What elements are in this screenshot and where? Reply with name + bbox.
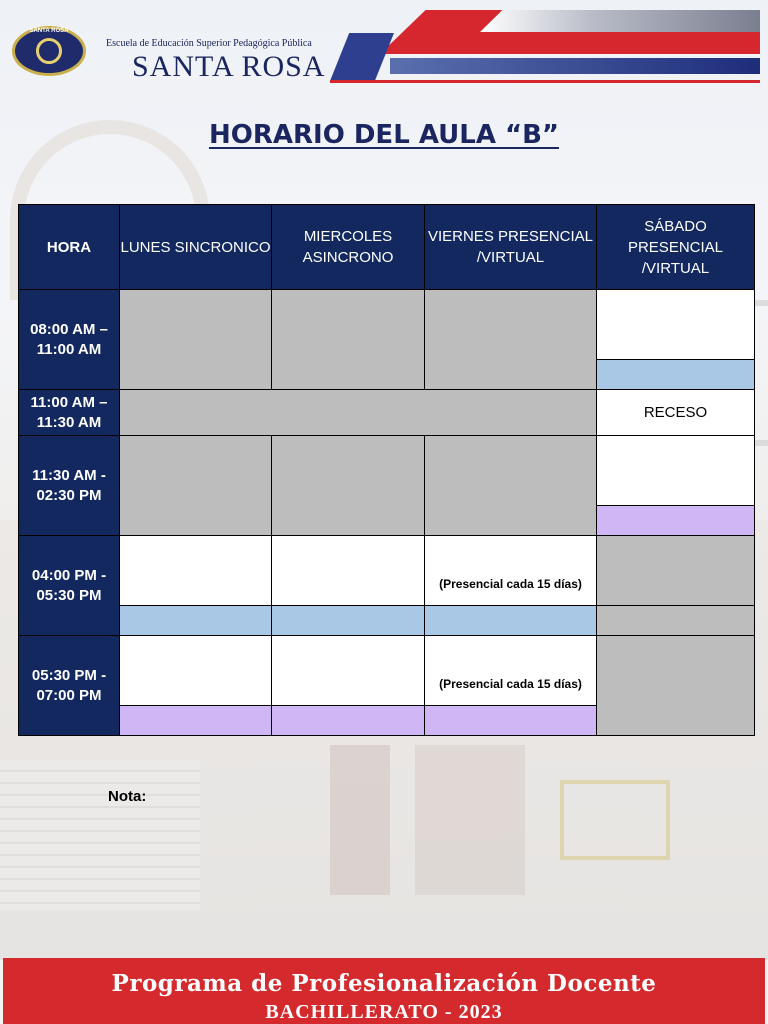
nota-label: Nota: <box>108 788 147 805</box>
hora-cell: 11:30 AM - 02:30 PM <box>19 436 120 536</box>
table-row <box>19 390 755 436</box>
page-title: HORARIO DEL AULA “B” <box>209 120 559 150</box>
slot-cell <box>597 636 755 736</box>
slot-cell <box>425 436 597 536</box>
slot-cell <box>120 636 272 706</box>
slot-cell <box>120 436 272 536</box>
slot-cell <box>120 706 272 736</box>
footer-year: BACHILLERATO - 2023 <box>265 1001 503 1023</box>
slot-cell <box>120 536 272 606</box>
schedule-table <box>18 204 755 736</box>
table-row <box>19 436 755 506</box>
slot-cell <box>272 436 425 536</box>
hora-cell: 08:00 AM – 11:00 AM <box>19 290 120 390</box>
slot-cell <box>597 606 755 636</box>
school-name: SANTA ROSA <box>132 50 326 83</box>
receso-block <box>120 390 597 436</box>
slot-cell <box>272 290 425 390</box>
slot-cell <box>425 290 597 390</box>
header-miercoles: MIERCOLES ASINCRONO <box>272 205 425 290</box>
slot-cell <box>272 606 425 636</box>
header-stripe-grey <box>480 10 760 32</box>
table-row <box>19 536 755 606</box>
header-lunes: LUNES SINCRONICO <box>120 205 272 290</box>
footer-banner <box>3 958 765 1024</box>
header-stripe-thin <box>330 80 760 83</box>
footer-program: Programa de Profesionalización Docente <box>111 970 657 997</box>
slot-cell <box>597 436 755 506</box>
logo-text: SANTA ROSA <box>29 28 69 34</box>
school-subtitle: Escuela de Educación Superior Pedagógica Pública <box>106 38 312 49</box>
slot-cell <box>597 360 755 390</box>
table-row <box>19 636 755 706</box>
hora-cell: 04:00 PM - 05:30 PM <box>19 536 120 636</box>
note-cell: (Presencial cada 15 días) <box>425 636 597 706</box>
header-sabado: SÁBADO PRESENCIAL /VIRTUAL <box>597 205 755 290</box>
slot-cell <box>120 606 272 636</box>
header-hora: HORA <box>19 205 120 290</box>
header-stripe-blue <box>330 33 394 81</box>
receso-cell: RECESO <box>597 390 755 436</box>
slot-cell <box>597 536 755 606</box>
header-stripe-navy <box>390 58 760 74</box>
header-banner <box>0 0 768 90</box>
slot-cell <box>425 606 597 636</box>
slot-cell <box>597 290 755 360</box>
slot-cell <box>272 536 425 606</box>
table-header-row <box>19 205 755 290</box>
slot-cell <box>272 706 425 736</box>
slot-cell <box>425 706 597 736</box>
slot-cell <box>597 506 755 536</box>
table-row <box>19 290 755 360</box>
slot-cell <box>272 636 425 706</box>
slot-cell <box>120 290 272 390</box>
hora-cell: 11:00 AM – 11:30 AM <box>19 390 120 436</box>
table-row <box>19 606 755 636</box>
hora-cell: 05:30 PM - 07:00 PM <box>19 636 120 736</box>
header-viernes: VIERNES PRESENCIAL /VIRTUAL <box>425 205 597 290</box>
note-cell: (Presencial cada 15 días) <box>425 536 597 606</box>
